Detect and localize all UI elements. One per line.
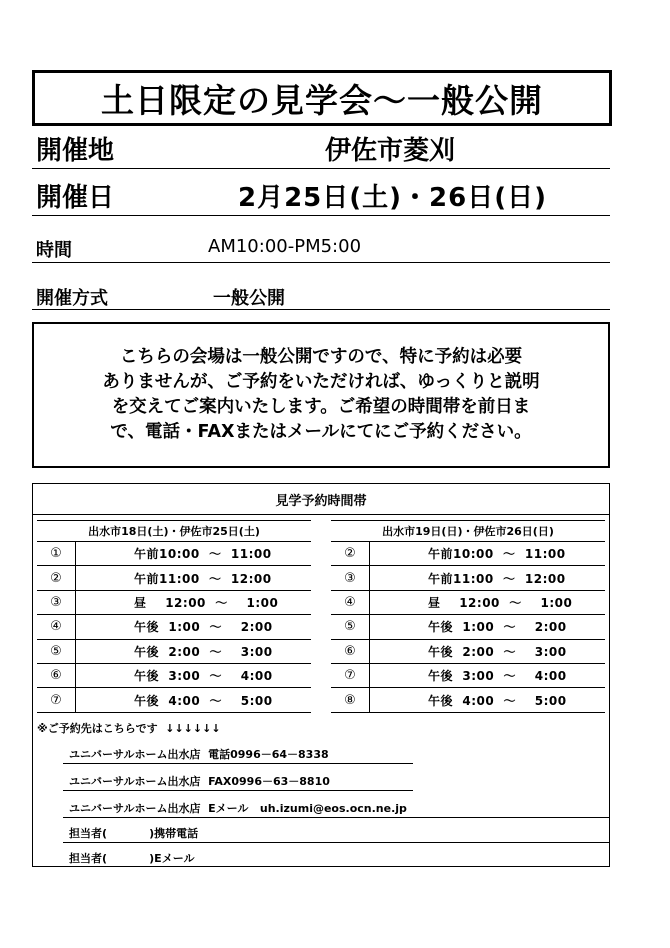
venue-label: 開催地: [36, 136, 115, 166]
venue-rule: [32, 168, 610, 169]
time-slot-row[interactable]: [331, 615, 605, 639]
slot-number: ⑧: [331, 688, 370, 711]
format-rule: [32, 309, 610, 310]
time-slot-row[interactable]: [37, 566, 311, 590]
notice-box: [32, 322, 610, 468]
contact-rule: [63, 790, 413, 791]
slot-time: 午後 4:00 ～ 5:00: [134, 693, 273, 708]
slot-number: ②: [331, 542, 370, 565]
slot-time: 午後 3:00 ～ 4:00: [134, 669, 273, 684]
slot-time: 午後 1:00 ～ 2:00: [428, 620, 567, 635]
time-slot-row[interactable]: [331, 591, 605, 615]
time-slot-row[interactable]: [37, 615, 311, 639]
slot-number: ④: [37, 615, 76, 638]
slot-number: ⑥: [331, 640, 370, 663]
format-label: 開催方式: [36, 288, 108, 309]
slot-number: ②: [37, 566, 76, 589]
time-rule: [32, 262, 610, 263]
time-slot-row[interactable]: [37, 640, 311, 664]
contact-rule: [63, 817, 609, 818]
time-slot-row[interactable]: [331, 542, 605, 566]
contact-fax: ユニバーサルホーム出水店 FAX0996－63－8810: [69, 775, 330, 788]
notice-line: こちらの会場は一般公開ですので、特に予約は必要: [119, 347, 523, 367]
slot-time: 午後 2:00 ～ 3:00: [428, 644, 567, 659]
slot-time: 昼 12:00 ～ 1:00: [428, 595, 573, 610]
time-label: 時間: [36, 240, 72, 261]
staff-email: 担当者( )Eメール: [69, 852, 195, 865]
format-value: 一般公開: [213, 288, 285, 309]
time-slot-row[interactable]: [37, 664, 311, 688]
notice-line: で、電話・FAXまたはメールにてにご予約ください。: [110, 422, 532, 442]
time-slot-row[interactable]: [331, 640, 605, 664]
staff-phone: 担当者( )携帯電話: [69, 827, 199, 840]
venue-value: 伊佐市菱刈: [325, 136, 456, 166]
slot-number: ⑦: [331, 664, 370, 687]
slot-time: 午前11:00 ～ 12:00: [428, 571, 566, 586]
time-value: AM10:00-PM5:00: [208, 236, 362, 257]
date-rule: [32, 215, 610, 216]
time-slot-row[interactable]: [331, 566, 605, 590]
slot-number: ③: [37, 591, 76, 614]
slot-time: 午後 3:00 ～ 4:00: [428, 669, 567, 684]
schedule-right-header: 出水市19日(日)・伊佐市26日(日): [331, 520, 605, 542]
notice-line: を交えてご案内いたします。ご希望の時間帯を前日ま: [111, 397, 531, 417]
contact-email: ユニバーサルホーム出水店 Eメール uh.izumi@eos.ocn.ne.jp: [69, 802, 407, 815]
date-value: 2月25日(土)・26日(日): [238, 183, 547, 213]
contact-rule: [63, 763, 413, 764]
contact-rule: [63, 842, 609, 843]
slot-time: 午後 2:00 ～ 3:00: [134, 644, 273, 659]
page-title: 土日限定の見学会～一般公開: [32, 70, 612, 126]
schedule-left-header: 出水市18日(土)・伊佐市25日(土): [37, 520, 311, 542]
slot-number: ⑤: [331, 615, 370, 638]
time-slot-row[interactable]: [331, 664, 605, 688]
slot-time: 午前11:00 ～ 12:00: [134, 571, 272, 586]
notice-line: ありませんが、ご予約をいただければ、ゆっくりと説明: [102, 372, 540, 392]
time-slot-row[interactable]: [37, 591, 311, 615]
schedule-right-column: [331, 520, 605, 713]
date-label: 開催日: [36, 183, 115, 213]
slot-number: ⑦: [37, 688, 76, 711]
contact-phone: ユニバーサルホーム出水店 電話0996－64－8338: [69, 748, 329, 761]
slot-time: 昼 12:00 ～ 1:00: [134, 595, 279, 610]
slot-number: ⑤: [37, 640, 76, 663]
slot-time: 午後 4:00 ～ 5:00: [428, 693, 567, 708]
slot-time: 午前10:00 ～ 11:00: [428, 547, 566, 562]
slot-number: ④: [331, 591, 370, 614]
slot-number: ③: [331, 566, 370, 589]
slot-time: 午後 1:00 ～ 2:00: [134, 620, 273, 635]
time-slot-row[interactable]: [37, 542, 311, 566]
contact-intro: ※ご予約先はこちらです ↓↓↓↓↓↓: [37, 722, 221, 735]
slot-number: ⑥: [37, 664, 76, 687]
time-slot-row[interactable]: [331, 688, 605, 712]
schedule-left-column: [37, 520, 311, 713]
notice-text: [71, 345, 571, 445]
slot-number: ①: [37, 542, 76, 565]
slot-time: 午前10:00 ～ 11:00: [134, 547, 272, 562]
schedule-table: [32, 483, 610, 867]
time-slot-row[interactable]: [37, 688, 311, 712]
schedule-title: 見学予約時間帯: [33, 484, 609, 515]
